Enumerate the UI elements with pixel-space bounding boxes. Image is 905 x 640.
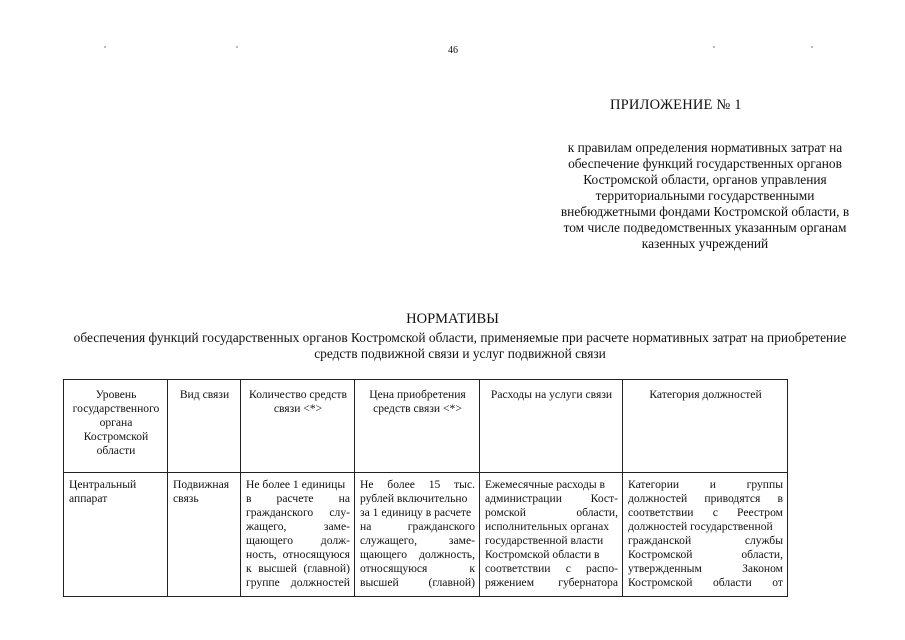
cell-quantity	[241, 473, 355, 597]
scan-speck	[811, 46, 813, 48]
cell-price-line: служащего, заме-	[360, 534, 475, 547]
cell-price-line: Не более 15 тыс.	[360, 478, 475, 491]
cell-position-category	[623, 473, 788, 597]
document-heading: НОРМАТИВЫ	[406, 311, 499, 327]
cell-price-line: рублей включительно	[360, 492, 468, 505]
cell-services-line: администрации Кост-	[485, 492, 618, 505]
cell-quantity-line: жащего, заме-	[246, 520, 350, 533]
scan-speck	[104, 46, 106, 48]
header-position-category: Категория должностей	[623, 380, 788, 473]
cell-category-line: должностей приводятся в	[628, 492, 783, 505]
appendix-title: ПРИЛОЖЕНИЕ № 1	[610, 97, 742, 113]
norms-table	[63, 379, 788, 597]
cell-category-line: должностей государственной	[628, 520, 773, 533]
header-communication-type: Вид связи	[168, 380, 241, 473]
cell-category-line: Костромской области,	[628, 548, 783, 561]
cell-price-line: щающего должность,	[360, 548, 475, 561]
cell-services-line: Костромской области в	[485, 548, 600, 561]
table-row	[64, 473, 788, 597]
cell-quantity-line: Не более 1 единицы	[246, 478, 346, 491]
cell-services-line: государственной власти	[485, 534, 604, 547]
cell-services-line: ромской области,	[485, 506, 618, 519]
cell-price-line: за 1 единицу в расчете	[360, 506, 472, 519]
cell-category-line: Категории и группы	[628, 478, 783, 491]
cell-service-costs	[480, 473, 623, 597]
cell-quantity-line: группе должностей	[246, 576, 350, 589]
cell-services-line: Ежемесячные расходы в	[485, 478, 606, 491]
cell-quantity-line: ность, относящуюся	[246, 548, 350, 561]
cell-communication-type: Подвижная связь	[168, 473, 241, 597]
cell-services-line: исполнительных органах	[485, 520, 610, 533]
scan-speck	[713, 46, 715, 48]
cell-price-line: на гражданского	[360, 520, 475, 533]
cell-price-line: относящуюся к	[360, 562, 475, 575]
header-level: Уровень государственного органа Костромской области	[64, 380, 168, 473]
cell-category-line: Костромской области от	[628, 576, 783, 589]
cell-quantity-line: к высшей (главной)	[246, 562, 350, 575]
cell-quantity-line: гражданского слу-	[246, 506, 350, 519]
document-subheading: обеспечения функций государственных органов Костромской области, применяемые при расчете нормативных затрат на приобретение средств подвижной связи и услуг подвижной связи	[73, 330, 847, 361]
cell-quantity-line: щающего долж-	[246, 534, 350, 547]
header-service-costs: Расходы на услуги связи	[480, 380, 623, 473]
header-price: Цена приобретения средств связи <*>	[355, 380, 480, 473]
scan-speck	[236, 46, 238, 48]
cell-services-line: ряжением губернатора	[485, 576, 618, 589]
cell-category-line: утвержденным Законом	[628, 562, 783, 575]
cell-category-line: гражданской службы	[628, 534, 783, 547]
table-header-row	[64, 380, 788, 473]
cell-price	[355, 473, 480, 597]
cell-price-line: высшей (главной)	[360, 576, 475, 589]
page-number: 46	[448, 45, 458, 56]
cell-level: Центральный аппарат	[64, 473, 168, 597]
cell-services-line: соответствии с распо-	[485, 562, 618, 575]
cell-category-line: соответствии с Реестром	[628, 506, 783, 519]
header-quantity: Количество средств связи <*>	[241, 380, 355, 473]
appendix-description: к правилам определения нормативных затрат на обеспечение функций государственных органов Костромской области, органов управления территориальными государственными внебюджетными фондами Костромской области, в том числе подведомственных указанным органам казенных учреждений	[560, 140, 850, 251]
cell-quantity-line: в расчете на	[246, 492, 350, 505]
